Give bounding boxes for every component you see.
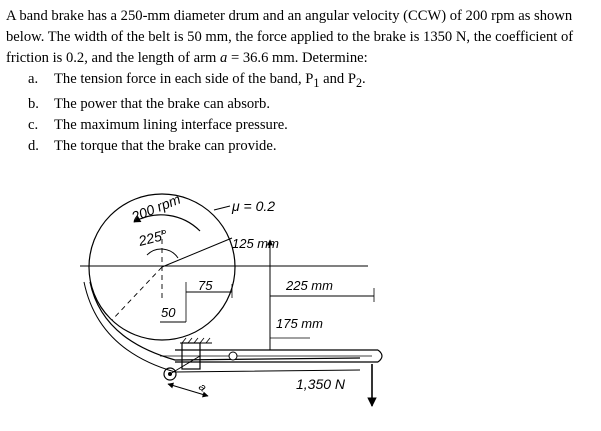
arm-label: a [196, 381, 209, 395]
question-marker: d. [28, 137, 39, 154]
problem-intro: A band brake has a 250-mm diameter drum and an angular velocity (CCW) of 200 rpm as shown below. The width of the belt is 50 mm, the force applied to the brake is 1350 N, the coefficient of friction is 0.2, and the length of arm a = 36.6 mm. Determine: [6, 8, 574, 66]
lever-pin [229, 352, 237, 360]
force-label: 1,350 N [296, 376, 346, 392]
angle-label: 225° [136, 226, 169, 249]
question-item: a. The tension force in each side of the band, $P_1$ and $P_2$. [28, 71, 366, 90]
ground-hatch [182, 338, 210, 343]
question-item: d. The torque that the brake can provide. [6, 136, 596, 157]
question-item: b. The power that the brake can absorb. [6, 94, 596, 115]
dim-225-label: 225 mm [286, 278, 333, 293]
angle-arc [147, 249, 178, 258]
question-marker: c. [28, 116, 39, 133]
dim-175-label: 175 mm [276, 316, 323, 331]
question-marker: a. [28, 71, 39, 87]
dim-50-label: 50 [161, 305, 176, 320]
radius-dashed [112, 267, 162, 320]
arm-variable: a [220, 50, 228, 66]
mu-label: μ = 0.2 [232, 198, 276, 214]
mu-leader [214, 206, 230, 210]
question-item: c. The maximum lining interface pressure. [6, 115, 596, 136]
dim-75-label: 75 [198, 278, 213, 293]
radius-label: 125 mm [232, 236, 279, 251]
rpm-label: 200 rpm [129, 190, 183, 225]
lever-end [378, 350, 382, 362]
question-marker: b. [28, 95, 39, 112]
